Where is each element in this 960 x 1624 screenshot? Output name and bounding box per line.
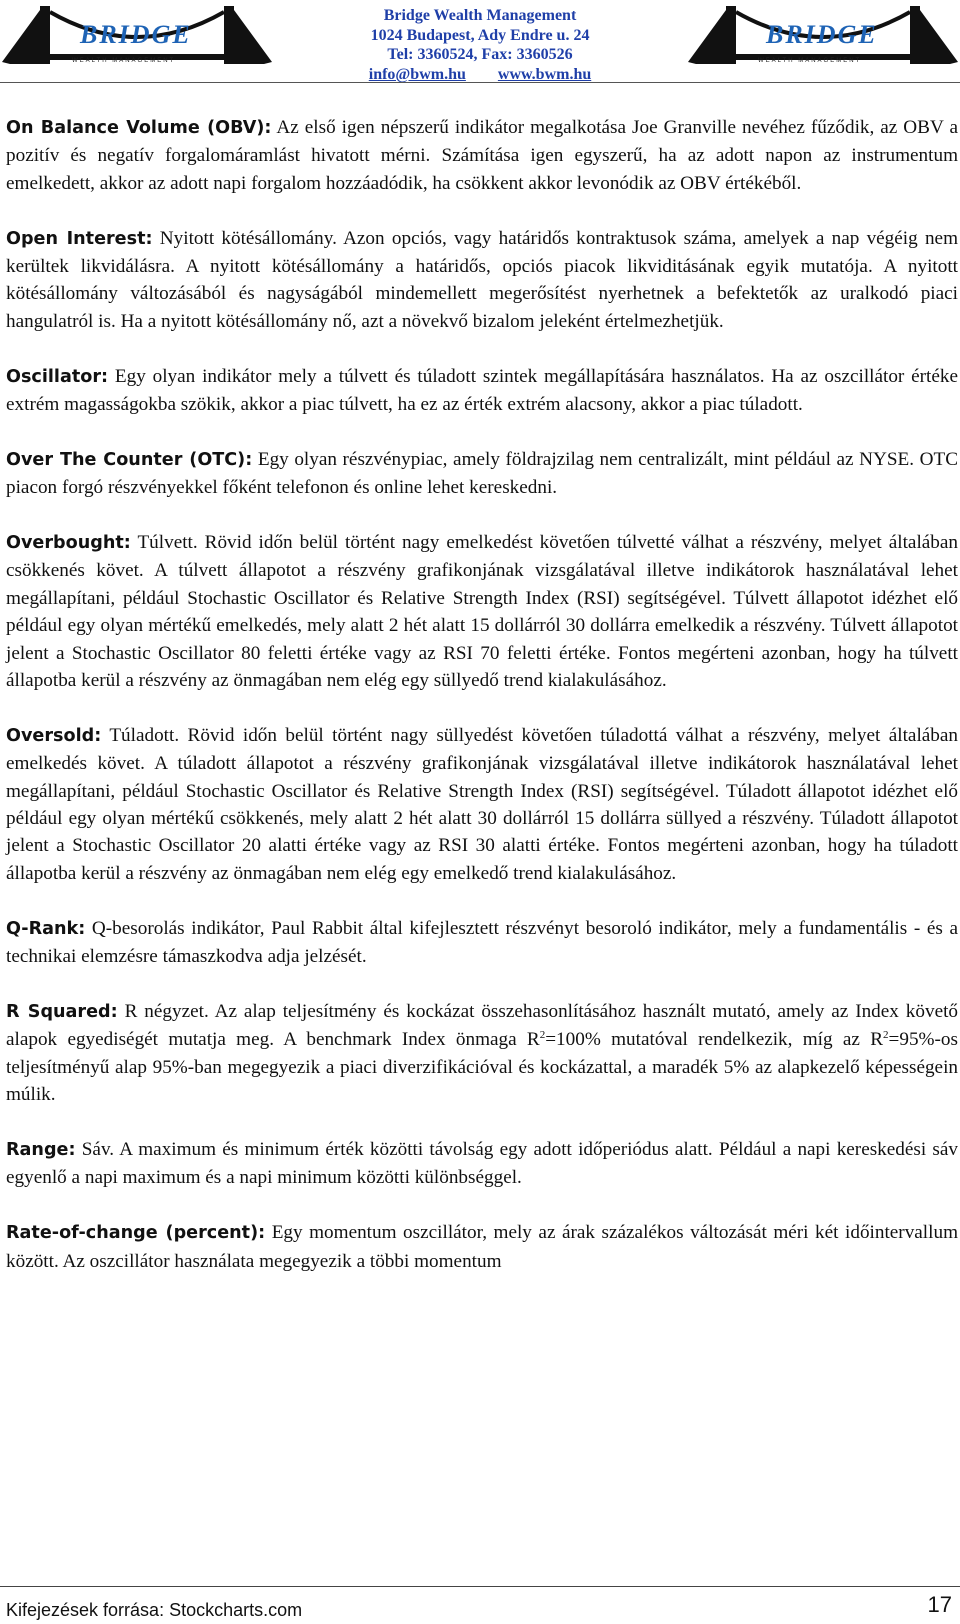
- glossary-term: Q-Rank:: [6, 918, 86, 939]
- page-footer: [0, 1584, 960, 1624]
- glossary-entry-overbought: [6, 529, 958, 694]
- page-header: [0, 0, 960, 82]
- glossary-term: On Balance Volume (OBV):: [6, 118, 272, 138]
- glossary-entry-range: [6, 1136, 958, 1192]
- company-phone: Tel: 3360524, Fax: 3360526: [387, 46, 573, 63]
- superscript: 2: [883, 1029, 889, 1042]
- glossary-entry-oscillator: [6, 363, 958, 419]
- glossary-entry-oversold: [6, 722, 958, 887]
- glossary-definition: Egy momentum oszcillátor, mely az árak százalékos változását méri két időintervallum között. Az oszcillátor használata megegyezik a többi momentum: [6, 1222, 958, 1272]
- logo-tagline: WEALTH MANAGEMENT: [72, 58, 176, 64]
- header-divider: [0, 82, 960, 83]
- company-info: [290, 6, 670, 84]
- glossary-definition: Egy olyan indikátor mely a túlvett és túladott szintek megállapítására használatos. Ha az oszcillátor értéke extrém magasságokba szökik, akkor a piac túlvett, ha ez az érték extrém alacsony, akkor a piac túladott.: [6, 365, 959, 416]
- glossary-definition: [6, 1001, 958, 1105]
- glossary-entry-rate-of-change: [6, 1219, 958, 1275]
- glossary-term: Overbought:: [6, 533, 131, 554]
- glossary-term: Range:: [6, 1139, 76, 1160]
- logo-tagline: WEALTH MANAGEMENT: [758, 58, 862, 64]
- glossary-entry-open-interest: [6, 225, 958, 336]
- glossary-entry-q-rank: [6, 915, 958, 971]
- glossary-definition: Sáv. A maximum és minimum érték közötti távolság egy adott időperiódus alatt. Például a napi kereskedési sáv egyenlő a napi maximum és a napi minimum közötti különbséggel.: [6, 1138, 959, 1189]
- definition-text: =100% mutatóval rendelkezik, míg az R: [545, 1029, 884, 1051]
- glossary-definition: Nyitott kötésállomány. Azon opciós, vagy határidős kontraktusok száma, amelyek a nap végéig nem kerültek likvidálásra. A nyitott kötésállomány a határidős, opciós piacok likviditásának egyik mutatója. A nyitott kötésállomány változásából és nagyságából mindemellett megerősítést nyerhetnek a befektetők az uralkodó piaci hangulatról is. Ha a nyitott kötésállomány nő, azt a növekvő bizalom jeleként értelmezhetjük.: [6, 227, 959, 332]
- glossary-term: Rate-of-change (percent):: [6, 1223, 266, 1244]
- glossary-definition: Túladott. Rövid időn belül történt nagy süllyedést követően túladottá válhat a részvény, melyet általában emelkedés követ. A túladott állapotot a részvény grafikonjának vizsgálatával illetve indikátorok használatával lehet megállapítani, például Stochastic Oscillator és Relative Strength Index (RSI) segítségével. Túladott állapotot idézhet elő például egy olyan mértékű csökkenés, mely alatt 2 hét alatt 30 dollárról 15 dollárra süllyed a részvény. Túladott állapotot jelent a Stochastic Oscillator 20 alatti értéke vagy az RSI 30 alatti értéke. Fontos megérteni azonban, hogy ha túladott állapotba kerül a részvény az önmagában nem elég egy emelkedő trend kialakulásához.: [6, 724, 958, 884]
- company-name: Bridge Wealth Management: [383, 7, 577, 24]
- glossary-term: Oscillator:: [6, 366, 109, 387]
- website-link[interactable]: www.bwm.hu: [497, 65, 592, 83]
- glossary-definition: Az első igen népszerű indikátor megalkotása Joe Granville nevéhez fűződik, az OBV a pozitív és negatív forgalomáramlást hivatott mérni. Számítása igen egyszerű, ha az adott napon az instrumentum emelkedett, akkor az adott napi forgalom hozzáadódik, ha csökkent akkor levonódik az OBV értékéből.: [6, 117, 958, 194]
- glossary-entry-r-squared: [6, 998, 958, 1109]
- glossary-entry-otc: [6, 446, 958, 502]
- email-link[interactable]: info@bwm.hu: [368, 65, 466, 83]
- glossary-term: Oversold:: [6, 725, 102, 746]
- glossary-entry-obv: [6, 114, 958, 197]
- definition-text: R négyzet. Az alap teljesítmény és kockázat összehasonlításához használt mutató, amely az Index követő alapok egyediségét mutatja meg. A benchmark Index önmaga R: [6, 1000, 959, 1051]
- glossary-term: R Squared:: [6, 1001, 118, 1022]
- superscript: 2: [539, 1029, 546, 1042]
- glossary-definition: Egy olyan részvénypiac, amely földrajzilag nem centralizált, mint például az NYSE. OTC piacon forgó részvényekkel főként telefonon és online lehet kereskedni.: [6, 448, 958, 499]
- footer-source: Kifejezések forrása: Stockcharts.com: [6, 1600, 303, 1620]
- logo-wordmark: BRIDGE: [80, 20, 192, 49]
- glossary-term: Open Interest:: [6, 228, 153, 249]
- definition-text: =95%-os teljesítményű alap 95%-ban megegyezik a piaci diverzifikációval és kockázattal, a maradék 5% az alapkezelő képességein múlik.: [6, 1029, 958, 1106]
- page-number: 17: [927, 1592, 952, 1617]
- glossary-definition: Túlvett. Rövid időn belül történt nagy emelkedést követően túlvetté válhat a részvény, melyet általában csökkenés követ. A túlvett állapotot a részvény grafikonjának vizsgálatával illetve indikátorok használatával lehet megállapítani, például Stochastic Oscillator és Relative Strength Index (RSI) segítségével. Túlvett állapotot idézhet elő például egy olyan mértékű emelkedés, mely alatt 2 hét alatt 15 dollárról 30 dollárra emelkedik a részvény. Túlvett állapotot jelent a Stochastic Oscillator 80 feletti értéke vagy az RSI 70 feletti értéke. Fontos megérteni azonban, hogy ha túlvett állapotba kerül a részvény az önmagában nem elég egy süllyedő trend kialakulásához.: [6, 532, 958, 692]
- company-address: 1024 Budapest, Ady Endre u. 24: [370, 26, 590, 44]
- glossary-content: [6, 114, 958, 1302]
- logo-wordmark: BRIDGE: [766, 20, 878, 49]
- bridge-logo-right: [688, 2, 958, 74]
- footer-divider: [0, 1586, 960, 1587]
- glossary-term: Over The Counter (OTC):: [6, 449, 253, 470]
- bridge-logo: [2, 2, 272, 74]
- glossary-definition: Q-besorolás indikátor, Paul Rabbit által kifejlesztett részvényt besoroló indikátor, mely a fundamentális - és a technikai elemzésre támaszkodva adja jelzését.: [6, 917, 959, 968]
